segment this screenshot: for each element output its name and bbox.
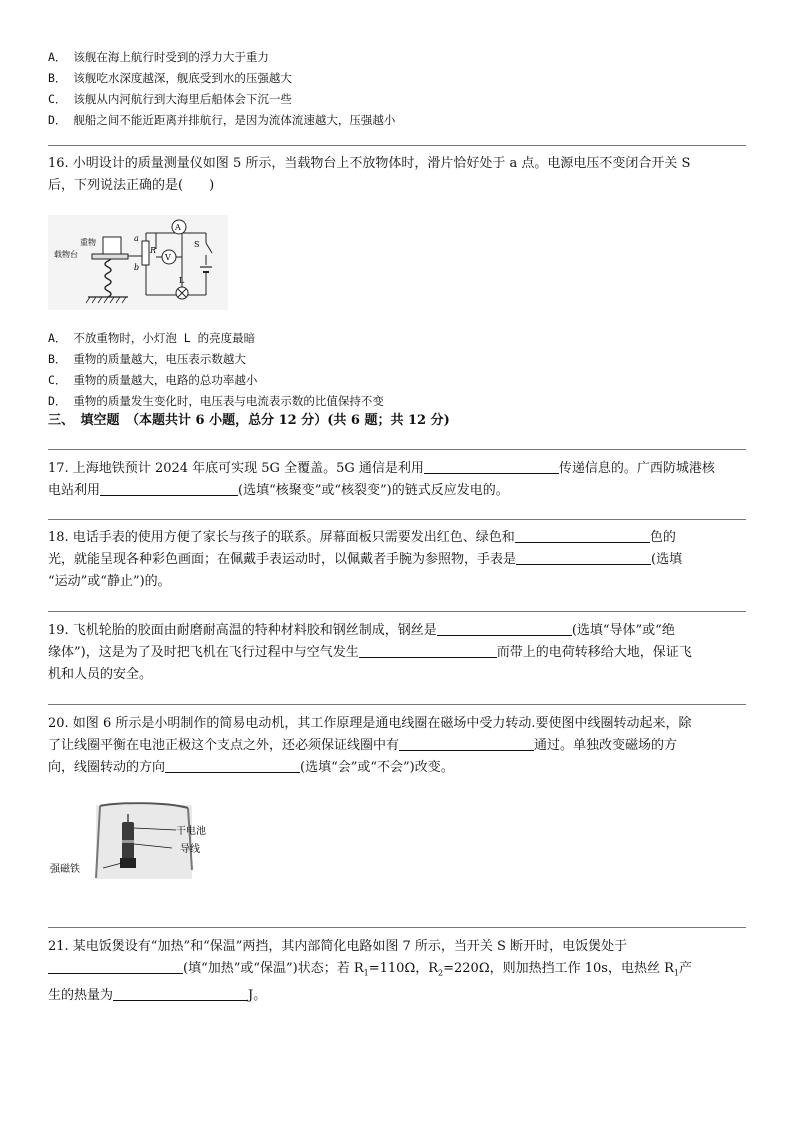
figure-5-circuit — [48, 215, 228, 310]
q17-text-1a: 17. 上海地铁预计 2024 年底可实现 5G 全覆盖。5G 通信是利用 — [48, 461, 424, 476]
q17-text-2a: 电站利用 — [48, 483, 101, 498]
q21-blank-2[interactable] — [113, 987, 248, 1001]
r1-subscript: 1 — [363, 968, 369, 978]
label-stage: 载物台 — [54, 250, 78, 259]
q15-option-b: B． 该舰吃水深度越深，舰底受到水的压强越大 — [48, 71, 292, 85]
divider — [48, 611, 746, 612]
label-lamp: L — [179, 276, 185, 285]
label-b: b — [134, 263, 140, 272]
label-weight: 重物 — [80, 238, 96, 247]
q20-text-3b: (选填“会”或“不会”)改变。 — [300, 760, 454, 775]
q21-text-1: 21. 某电饭煲设有“加热”和“保温”两挡，其内部简化电路如图 7 所示，当开关 S 断开时，电饭煲处于 — [48, 939, 628, 954]
q21-text-2d: 产 — [678, 961, 692, 976]
question-19 — [48, 620, 746, 686]
question-16 — [48, 153, 746, 197]
q19-text-1b: (选填“导体”或“绝 — [571, 623, 675, 638]
q17-blank-1[interactable] — [424, 460, 559, 474]
q16-option-a: A． 不放重物时，小灯泡 L 的亮度最暗 — [48, 331, 256, 345]
q18-blank-2[interactable] — [516, 551, 651, 565]
q21-text-2a: (填“加热”或“保温”)状态；若 R — [183, 961, 364, 976]
q18-text-1b: 色的 — [649, 530, 676, 545]
label-wire: 导线 — [180, 844, 200, 855]
label-battery: 干电池 — [176, 826, 206, 837]
q21-text-2b: =110Ω，R — [368, 961, 439, 976]
q19-blank-1[interactable] — [437, 622, 572, 636]
q21-text-3b: J。 — [248, 987, 267, 1003]
q20-text-1: 20. 如图 6 所示是小明制作的简易电动机，其工作原理是通电线圈在磁场中受力转动.要使图中线圈转动起来，除 — [48, 716, 692, 731]
q17-blank-2[interactable] — [100, 482, 238, 496]
question-20 — [48, 713, 746, 779]
q16-option-b: B． 重物的质量越大，电压表示数越大 — [48, 352, 246, 366]
divider — [48, 449, 746, 450]
q19-text-2b: 而带上的电荷转移给大地，保证飞 — [496, 645, 692, 660]
label-r: R — [150, 246, 157, 255]
divider — [48, 704, 746, 705]
q15-option-c: C． 该舰从内河航行到大海里后船体会下沉一些 — [48, 92, 292, 106]
q18-text-3: “运动”或“静止”)的。 — [48, 574, 171, 589]
q16-option-d: D． 重物的质量发生变化时，电压表与电流表示数的比值保持不变 — [48, 394, 384, 408]
q21-blank-1[interactable] — [48, 960, 183, 974]
q16-line2: 后，下列说法正确的是( ) — [48, 178, 215, 193]
figure-6-motor — [48, 800, 228, 885]
q18-text-2a: 光，就能呈现各种彩色画面；在佩戴手表运动时，以佩戴者手腕为参照物，手表是 — [48, 552, 517, 567]
q16-line1: 16. 小明设计的质量测量仪如图 5 所示，当载物台上不放物体时，滑片恰好处于 a 点。电源电压不变闭合开关 S — [48, 156, 691, 171]
q16-options — [48, 328, 384, 412]
q18-text-1a: 18. 电话手表的使用方便了家长与孩子的联系。屏幕面板只需要发出红色、绿色和 — [48, 530, 515, 545]
q15-option-d: D． 舰船之间不能近距离并排航行，是因为流体流速越大，压强越小 — [48, 113, 396, 127]
divider — [48, 519, 746, 520]
label-switch: S — [194, 240, 200, 249]
divider — [48, 145, 746, 146]
q19-text-1a: 19. 飞机轮胎的胶面由耐磨耐高温的特种材料胶和钢丝制成，钢丝是 — [48, 623, 437, 638]
label-a: a — [134, 234, 139, 243]
q15-option-a: A． 该舰在海上航行时受到的浮力大于重力 — [48, 50, 269, 64]
q20-text-2b: 通过。单独改变磁场的方 — [534, 738, 678, 753]
q15-options — [48, 47, 395, 131]
q21-text-2c: =220Ω，则加热挡工作 10s，电热丝 R — [443, 961, 674, 976]
divider — [48, 927, 746, 928]
label-voltmeter: V — [165, 253, 171, 262]
q18-text-2b: (选填 — [651, 552, 683, 567]
q20-text-2a: 了让线圈平衡在电池正极这个支点之外，还必须保证线圈中有 — [48, 738, 400, 753]
q20-blank-1[interactable] — [399, 737, 534, 751]
q20-text-3a: 向，线圈转动的方向 — [48, 760, 166, 775]
q19-text-2a: 缘体”)，这是为了及时把飞机在飞行过程中与空气发生 — [48, 645, 359, 660]
question-18 — [48, 527, 746, 593]
question-21 — [48, 936, 746, 1007]
q18-blank-1[interactable] — [515, 529, 650, 543]
q16-option-c: C． 重物的质量越大，电路的总功率越小 — [48, 373, 258, 387]
q21-text-3a: 生的热量为 — [48, 987, 114, 1003]
q20-blank-2[interactable] — [165, 759, 300, 773]
q17-text-1b: 传递信息的。广西防城港核 — [558, 461, 715, 476]
q19-blank-2[interactable] — [359, 644, 497, 658]
r1-subscript-2: 1 — [673, 968, 679, 978]
section-3-heading: 三、 填空题 （本题共计 6 小题，总分 12 分）(共 6 题；共 12 分) — [48, 413, 450, 428]
label-magnet: 强磁铁 — [50, 864, 80, 875]
question-17 — [48, 458, 746, 502]
q19-text-3: 机和人员的安全。 — [48, 667, 153, 682]
q17-text-2b: (选填“核聚变”或“核裂变”)的链式反应发电的。 — [238, 483, 509, 498]
label-ammeter: A — [175, 223, 181, 232]
r2-subscript: 2 — [438, 968, 444, 978]
